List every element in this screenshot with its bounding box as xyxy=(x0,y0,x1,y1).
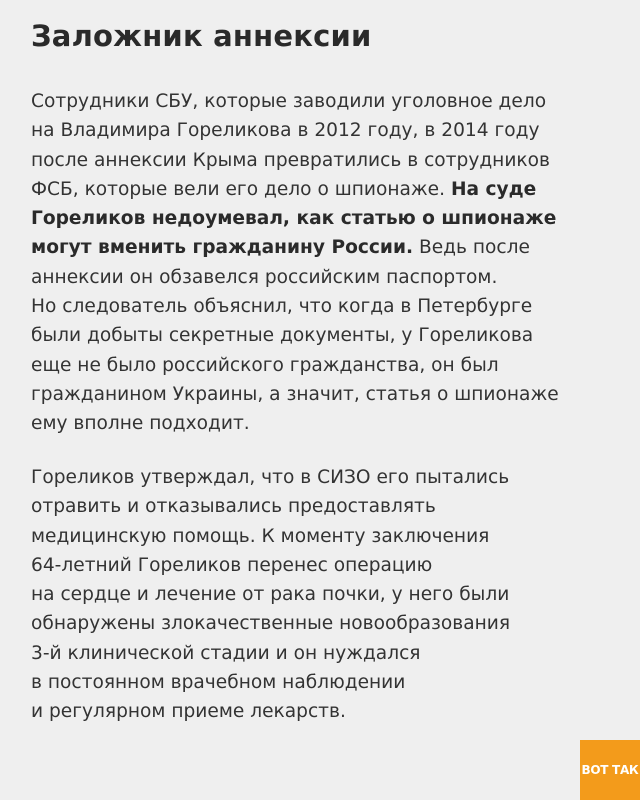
paragraph-line: после аннексии Крыма превратились в сотрудников xyxy=(31,149,550,171)
paragraph-line: на сердце и лечение от рака почки, у него были xyxy=(31,584,510,606)
paragraph-line: 3-й клинической стадии и он нуждался xyxy=(31,642,421,664)
paragraph-line: отравить и отказывались предоставлять xyxy=(31,496,436,518)
paragraph-line: обнаружены злокачественные новообразования xyxy=(31,613,511,635)
paragraph-2 xyxy=(31,463,510,727)
bold-text: могут вменить гражданину России. xyxy=(31,237,414,259)
bold-text: На суде xyxy=(450,178,537,200)
bold-text: Гореликов недоумевал, как статью о шпионаже xyxy=(31,208,557,230)
paragraph-line: на Владимира Гореликова в 2012 году, в 2014 году xyxy=(31,120,540,142)
paragraph-line: и регулярном приеме лекарств. xyxy=(31,701,346,723)
paragraph-line: гражданином Украины, а значит, статья о шпионаже xyxy=(31,383,559,405)
paragraph-line: Гореликов утверждал, что в СИЗО его пытались xyxy=(31,467,510,488)
paragraph-line: 64-летний Гореликов перенес операцию xyxy=(31,554,433,576)
brand-logo-text: ВОТ ТАК xyxy=(581,763,639,777)
normal-text: ФСБ, которые вели его дело о шпионаже. xyxy=(31,178,451,200)
paragraph-line: Сотрудники СБУ, которые заводили уголовное дело xyxy=(31,91,547,112)
paragraph-line: в постоянном врачебном наблюдении xyxy=(31,672,406,694)
paragraph-line xyxy=(31,204,559,233)
paragraph-1 xyxy=(31,87,559,439)
brand-logo xyxy=(580,740,640,800)
paragraph-line: ему вполне подходит. xyxy=(31,413,250,435)
paragraph-line: были добыты секретные документы, у Гореликова xyxy=(31,325,534,347)
article-title: Заложник аннексии xyxy=(31,19,372,53)
paragraph-line: аннексии он обзавелся российским паспортом. xyxy=(31,266,498,288)
paragraph-line xyxy=(31,175,559,204)
paragraph-line: еще не было российского гражданства, он был xyxy=(31,354,499,376)
paragraph-line: Но следователь объяснил, что когда в Петербурге xyxy=(31,296,533,318)
paragraph-line xyxy=(31,233,559,262)
normal-text: Ведь после xyxy=(413,237,530,259)
paragraph-line: медицинскую помощь. К моменту заключения xyxy=(31,525,490,547)
